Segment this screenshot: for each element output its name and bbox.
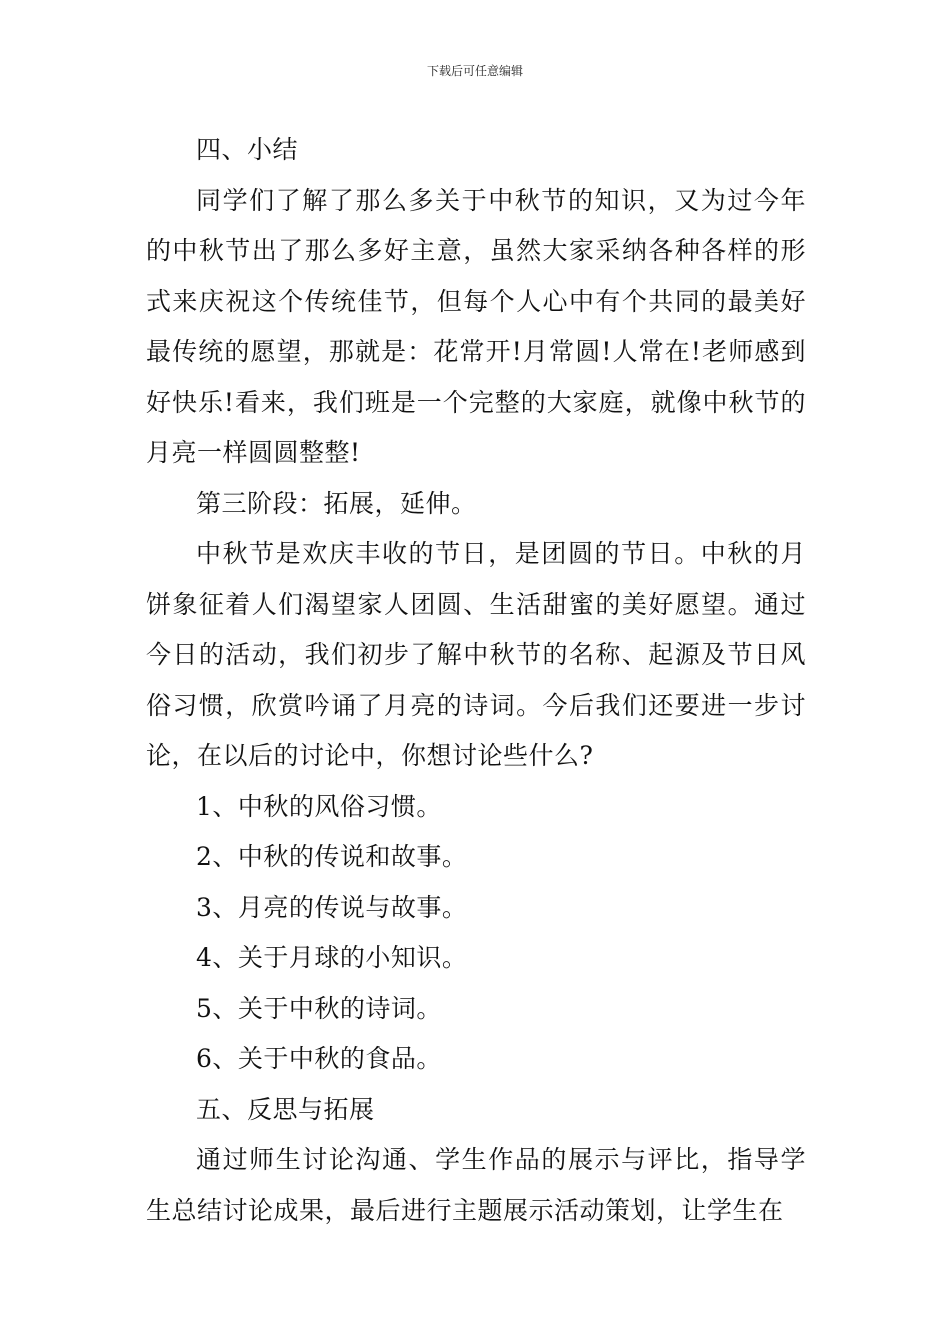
list-item: 4、关于月球的小知识。 <box>196 943 468 972</box>
paragraph-stage-three: 中秋节是欢庆丰收的节日，是团圆的节日。中秋的月饼象征着人们渴望家人团圆、生活甜蜜的美好愿望。通过今日的活动，我们初步了解中秋节的名称、起源及节日风俗习惯，欣赏吟诵了月亮的诗词。今后我们还要进一步讨论，在以后的讨论中，你想讨论些什么? <box>146 539 806 770</box>
page-header: 下载后可任意编辑 <box>426 64 523 78</box>
section-heading-stage-three: 第三阶段：拓展，延伸。 <box>196 488 477 518</box>
section-heading-summary: 四、小结 <box>196 135 299 164</box>
section-heading-reflection: 五、反思与拓展 <box>196 1094 375 1124</box>
list-item: 2、中秋的传说和故事。 <box>196 842 468 871</box>
list-item: 3、月亮的传说与故事。 <box>196 892 468 922</box>
paragraph-reflection: 通过师生讨论沟通、学生作品的展示与评比，指导学生总结讨论成果，最后进行主题展示活动策划，让学生在 <box>146 1145 806 1225</box>
list-item: 6、关于中秋的食品。 <box>196 1044 442 1073</box>
document-body <box>146 125 806 1236</box>
list-item: 1、中秋的风俗习惯。 <box>196 791 442 821</box>
list-item: 5、关于中秋的诗词。 <box>196 993 442 1023</box>
paragraph-summary: 同学们了解了那么多关于中秋节的知识，又为过今年的中秋节出了那么多好主意，虽然大家采纳各种各样的形式来庆祝这个传统佳节，但每个人心中有个共同的最美好最传统的愿望，那就是：花常开!月常圆!人常在!老师感到好快乐!看来，我们班是一个完整的大家庭，就像中秋节的月亮一样圆圆整整! <box>146 185 806 467</box>
